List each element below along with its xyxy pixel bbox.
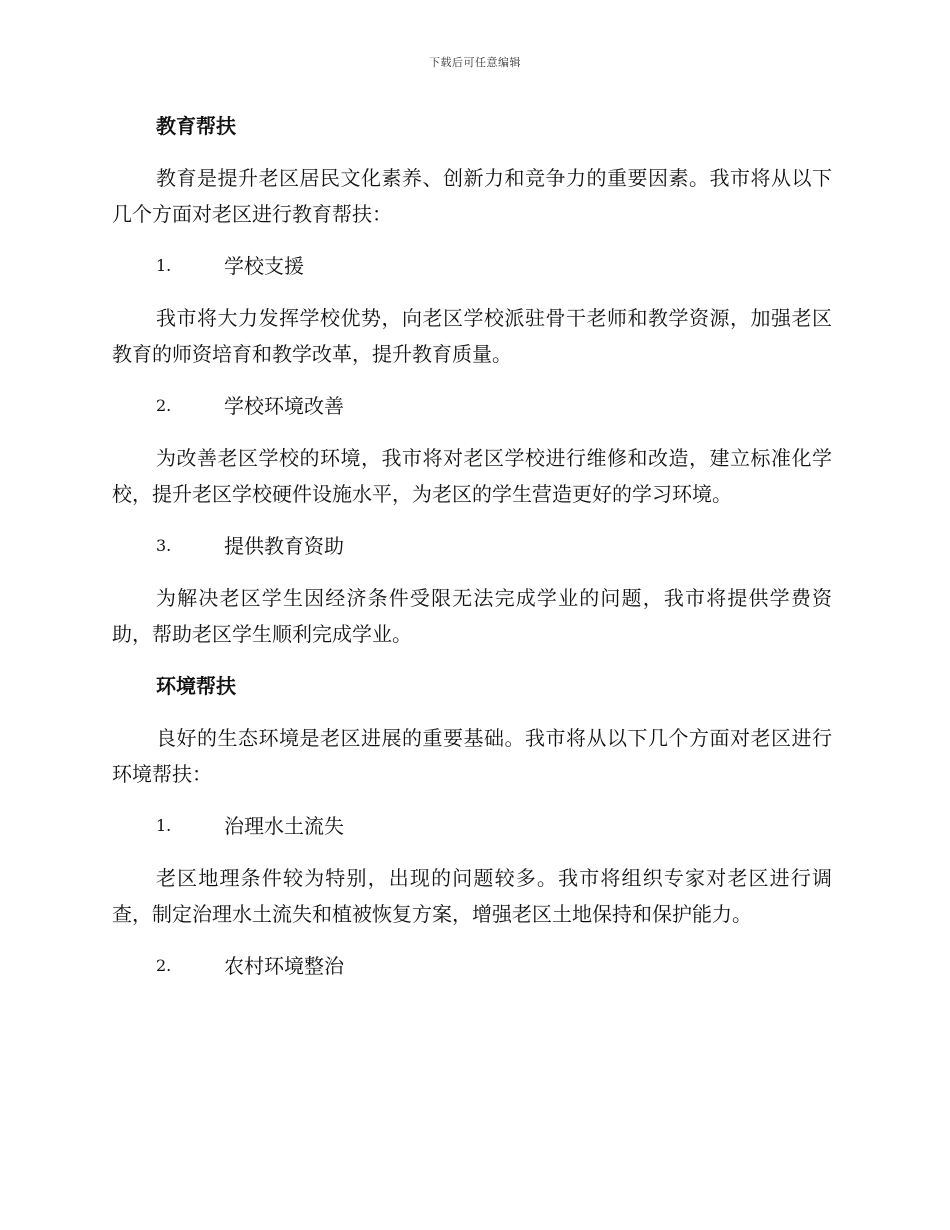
list-number: 1. (156, 256, 172, 275)
list-item (112, 808, 832, 844)
list-label: 学校环境改善 (224, 394, 344, 418)
section-intro-education: 教育是提升老区居民文化素养、创新力和竞争力的重要因素。我市将从以下几个方面对老区进行教育帮扶： (112, 166, 832, 226)
section-intro-environment: 良好的生态环境是老区进展的重要基础。我市将从以下几个方面对老区进行环境帮扶： (112, 726, 832, 786)
list-item (112, 528, 832, 564)
section-heading-environment: 环境帮扶 (156, 674, 236, 698)
list-item (112, 948, 832, 984)
list-label: 学校支援 (224, 254, 304, 278)
document-body (112, 108, 832, 1000)
list-item (112, 388, 832, 424)
list-label: 农村环境整治 (224, 954, 344, 978)
section-heading-education: 教育帮扶 (156, 114, 236, 138)
list-label: 治理水土流失 (224, 814, 344, 838)
item-paragraph: 为改善老区学校的环境，我市将对老区学校进行维修和改造，建立标准化学校，提升老区学校硬件设施水平，为老区的学生营造更好的学习环境。 (112, 446, 832, 506)
list-number: 2. (156, 396, 172, 415)
list-number: 3. (156, 536, 172, 555)
item-paragraph: 我市将大力发挥学校优势，向老区学校派驻骨干老师和教学资源，加强老区教育的师资培育和教学改革，提升教育质量。 (112, 306, 832, 366)
list-number: 1. (156, 816, 172, 835)
list-number: 2. (156, 956, 172, 975)
list-label: 提供教育资助 (224, 534, 344, 558)
page-header: 下载后可任意编辑 (429, 56, 521, 69)
list-item (112, 248, 832, 284)
item-paragraph: 老区地理条件较为特别，出现的问题较多。我市将组织专家对老区进行调查，制定治理水土流失和植被恢复方案，增强老区土地保持和保护能力。 (112, 866, 832, 926)
item-paragraph: 为解决老区学生因经济条件受限无法完成学业的问题，我市将提供学费资助，帮助老区学生顺利完成学业。 (112, 586, 832, 646)
